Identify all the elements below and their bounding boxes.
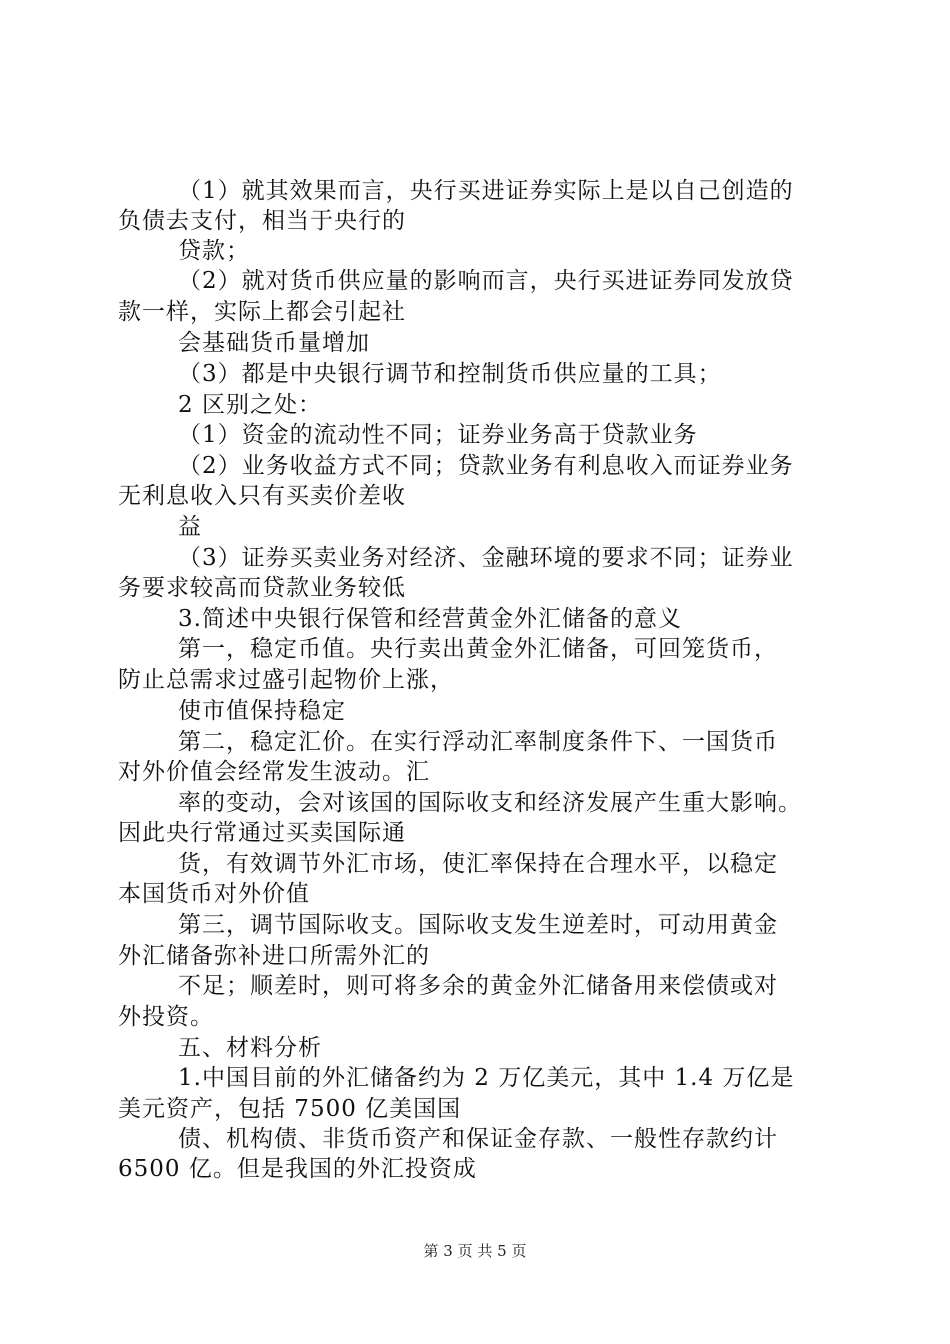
text-line: 本国货币对外价值	[118, 881, 310, 907]
text-line: 美元资产，包括 7500 亿美国国	[118, 1096, 462, 1122]
text-line: 贷款；	[178, 238, 250, 264]
text-line: 外汇储备弥补进口所需外汇的	[118, 943, 430, 969]
text-line: （3）证券买卖业务对经济、金融环境的要求不同；证券业	[178, 545, 794, 571]
text-line: 负债去支付，相当于央行的	[118, 208, 406, 234]
text-line: （1）就其效果而言，央行买进证券实际上是以自己创造的	[178, 178, 794, 204]
text-line: 率的变动，会对该国的国际收支和经济发展产生重大影响。	[178, 790, 802, 816]
text-line: 不足；顺差时，则可将多余的黄金外汇储备用来偿债或对	[178, 973, 778, 999]
text-line: 无利息收入只有买卖价差收	[118, 483, 406, 509]
section-heading: 3.简述中央银行保管和经营黄金外汇储备的意义	[178, 606, 682, 632]
text-line: 务要求较高而贷款业务较低	[118, 575, 406, 601]
text-line: 使市值保持稳定	[178, 698, 346, 724]
text-line: 款一样，实际上都会引起社	[118, 299, 406, 325]
section-heading: 五、材料分析	[178, 1035, 322, 1061]
text-line: 第三，调节国际收支。国际收支发生逆差时，可动用黄金	[178, 912, 778, 938]
text-line: 货，有效调节外汇市场，使汇率保持在合理水平，以稳定	[178, 851, 778, 877]
text-line: 益	[178, 514, 202, 540]
text-line: （2）业务收益方式不同；贷款业务有利息收入而证券业务	[178, 453, 794, 479]
text-line: （3）都是中央银行调节和控制货币供应量的工具；	[178, 361, 722, 387]
text-line: （1）资金的流动性不同；证券业务高于贷款业务	[178, 422, 698, 448]
text-line: 防止总需求过盛引起物价上涨，	[118, 667, 454, 693]
text-line: 第二，稳定汇价。在实行浮动汇率制度条件下、一国货币	[178, 729, 778, 755]
text-line: 对外价值会经常发生波动。汇	[118, 759, 430, 785]
text-line: 6500 亿。但是我国的外汇投资成	[118, 1156, 477, 1182]
text-line: 第一，稳定币值。央行卖出黄金外汇储备，可回笼货币，	[178, 636, 778, 662]
page-footer: 第 3 页 共 5 页	[423, 1242, 527, 1260]
text-line: 会基础货币量增加	[178, 330, 370, 356]
text-line: 因此央行常通过买卖国际通	[118, 820, 406, 846]
text-line: 1.中国目前的外汇储备约为 2 万亿美元，其中 1.4 万亿是	[178, 1065, 795, 1091]
text-line: 2 区别之处：	[178, 392, 322, 418]
text-line: 外投资。	[118, 1004, 214, 1030]
text-line: （2）就对货币供应量的影响而言，央行买进证券同发放贷	[178, 268, 794, 294]
text-line: 债、机构债、非货币资产和保证金存款、一般性存款约计	[178, 1126, 778, 1152]
